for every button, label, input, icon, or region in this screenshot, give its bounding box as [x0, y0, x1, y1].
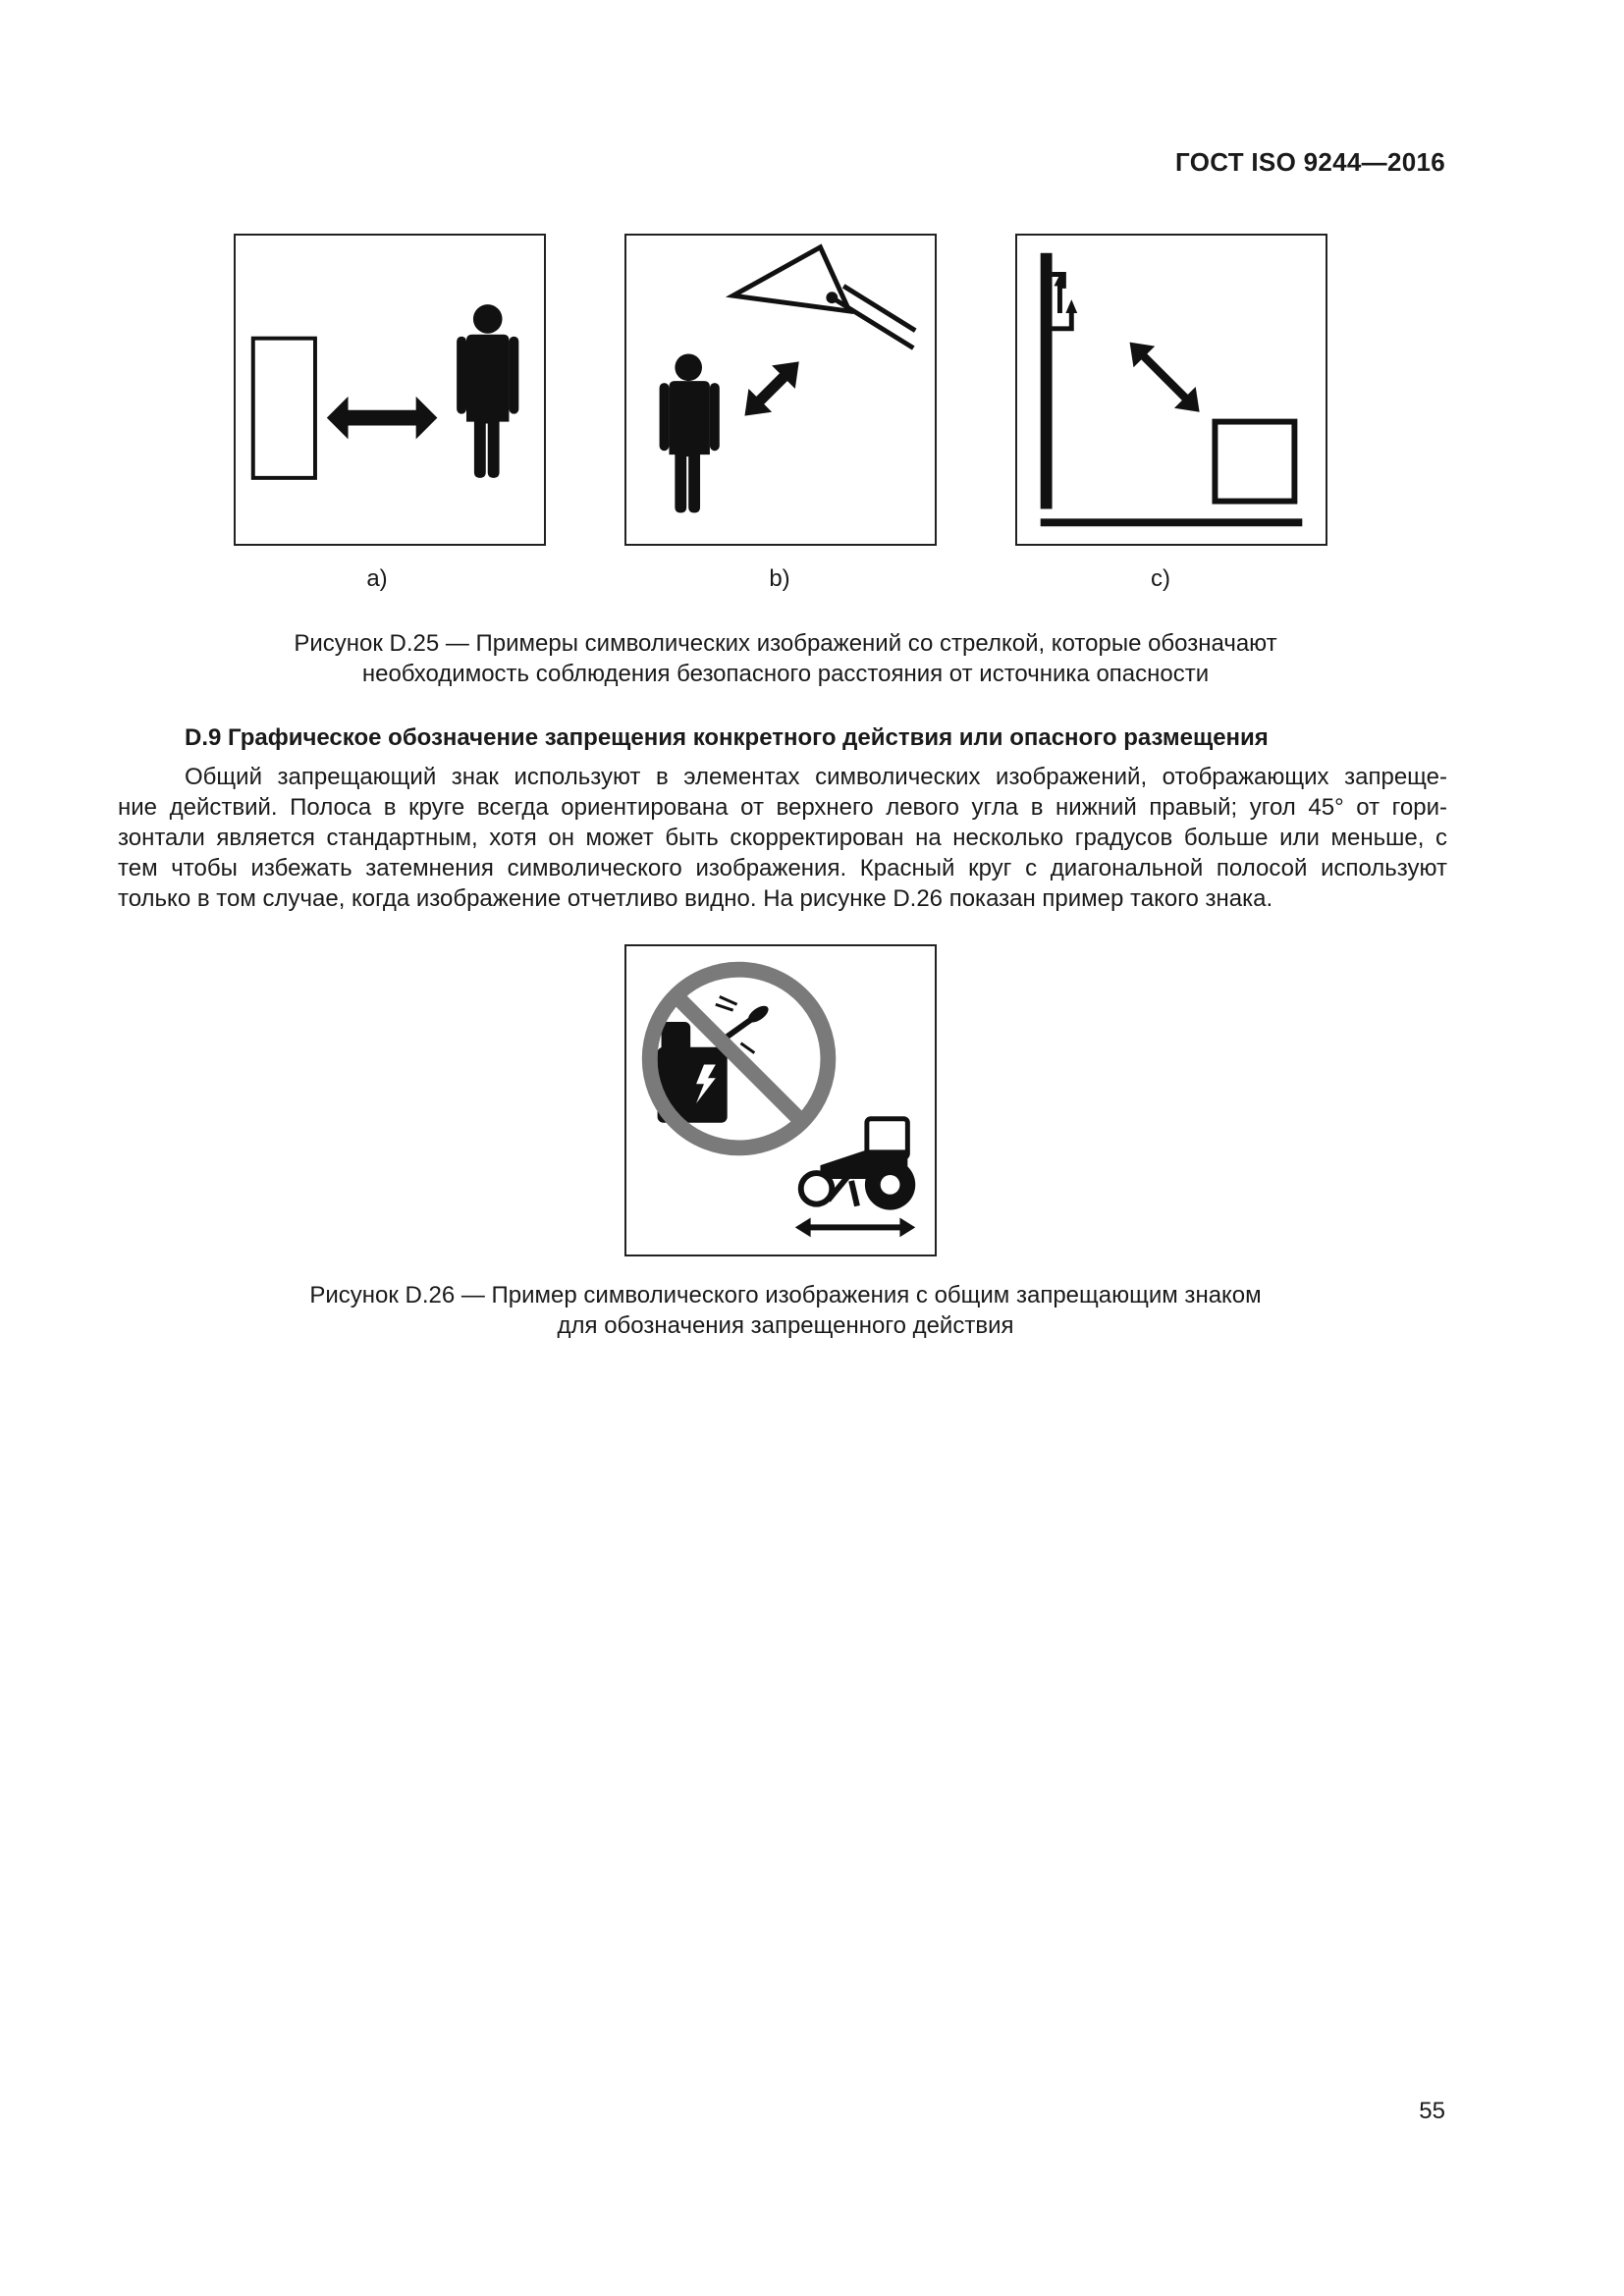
figure-d25-caption-line1: Рисунок D.25 — Примеры символических изображений со стрелкой, которые обозначают	[294, 630, 1277, 657]
body-line: ние действий. Полоса в круге всегда ориентирована от верхнего левого угла в нижний правый; угол 45° от гори-	[118, 794, 1447, 821]
body-line: Общий запрещающий знак используют в элементах символических изображений, отображающих запреще-	[185, 764, 1447, 790]
body-line: только в том случае, когда изображение отчетливо видно. На рисунке D.26 показан пример такого знака.	[118, 885, 1273, 912]
lifting-load-distance-icon	[1017, 236, 1326, 544]
figure-d25-a	[234, 234, 546, 546]
figure-d26-caption-line2: для обозначения запрещенного действия	[557, 1312, 1014, 1339]
figure-d26-caption	[196, 1280, 1375, 1341]
figure-d25-caption-line2: необходимость соблюдения безопасного расстояния от источника опасности	[361, 661, 1210, 687]
figure-d25-b	[624, 234, 937, 546]
section-heading: D.9 Графическое обозначение запрещения конкретного действия или опасного размещения	[185, 724, 1269, 751]
figure-d25-caption	[196, 628, 1375, 689]
prohibition-sign-icon	[626, 946, 935, 1255]
document-header: ГОСТ ISO 9244—2016	[1175, 147, 1445, 177]
figure-d25-b-label: b)	[769, 565, 790, 592]
figure-d25-c	[1015, 234, 1327, 546]
figure-d25-c-label: c)	[1151, 565, 1170, 592]
figure-d26-caption-line1: Рисунок D.26 — Пример символического изображения с общим запрещающим знаком	[309, 1282, 1262, 1308]
figure-d26	[624, 944, 937, 1256]
barrier-person-distance-icon	[236, 236, 544, 544]
body-line: зонтали является стандартным, хотя он может быть скорректирован на несколько градусов больше или меньше, с	[118, 825, 1447, 851]
person-moving-boom-distance-icon	[626, 236, 935, 544]
body-line: тем чтобы избежать затемнения символического изображения. Красный круг с диагональной полосой используют	[118, 855, 1447, 881]
figure-d25-a-label: a)	[366, 565, 388, 592]
section-body	[118, 762, 1447, 914]
page-number: 55	[1419, 2098, 1445, 2124]
